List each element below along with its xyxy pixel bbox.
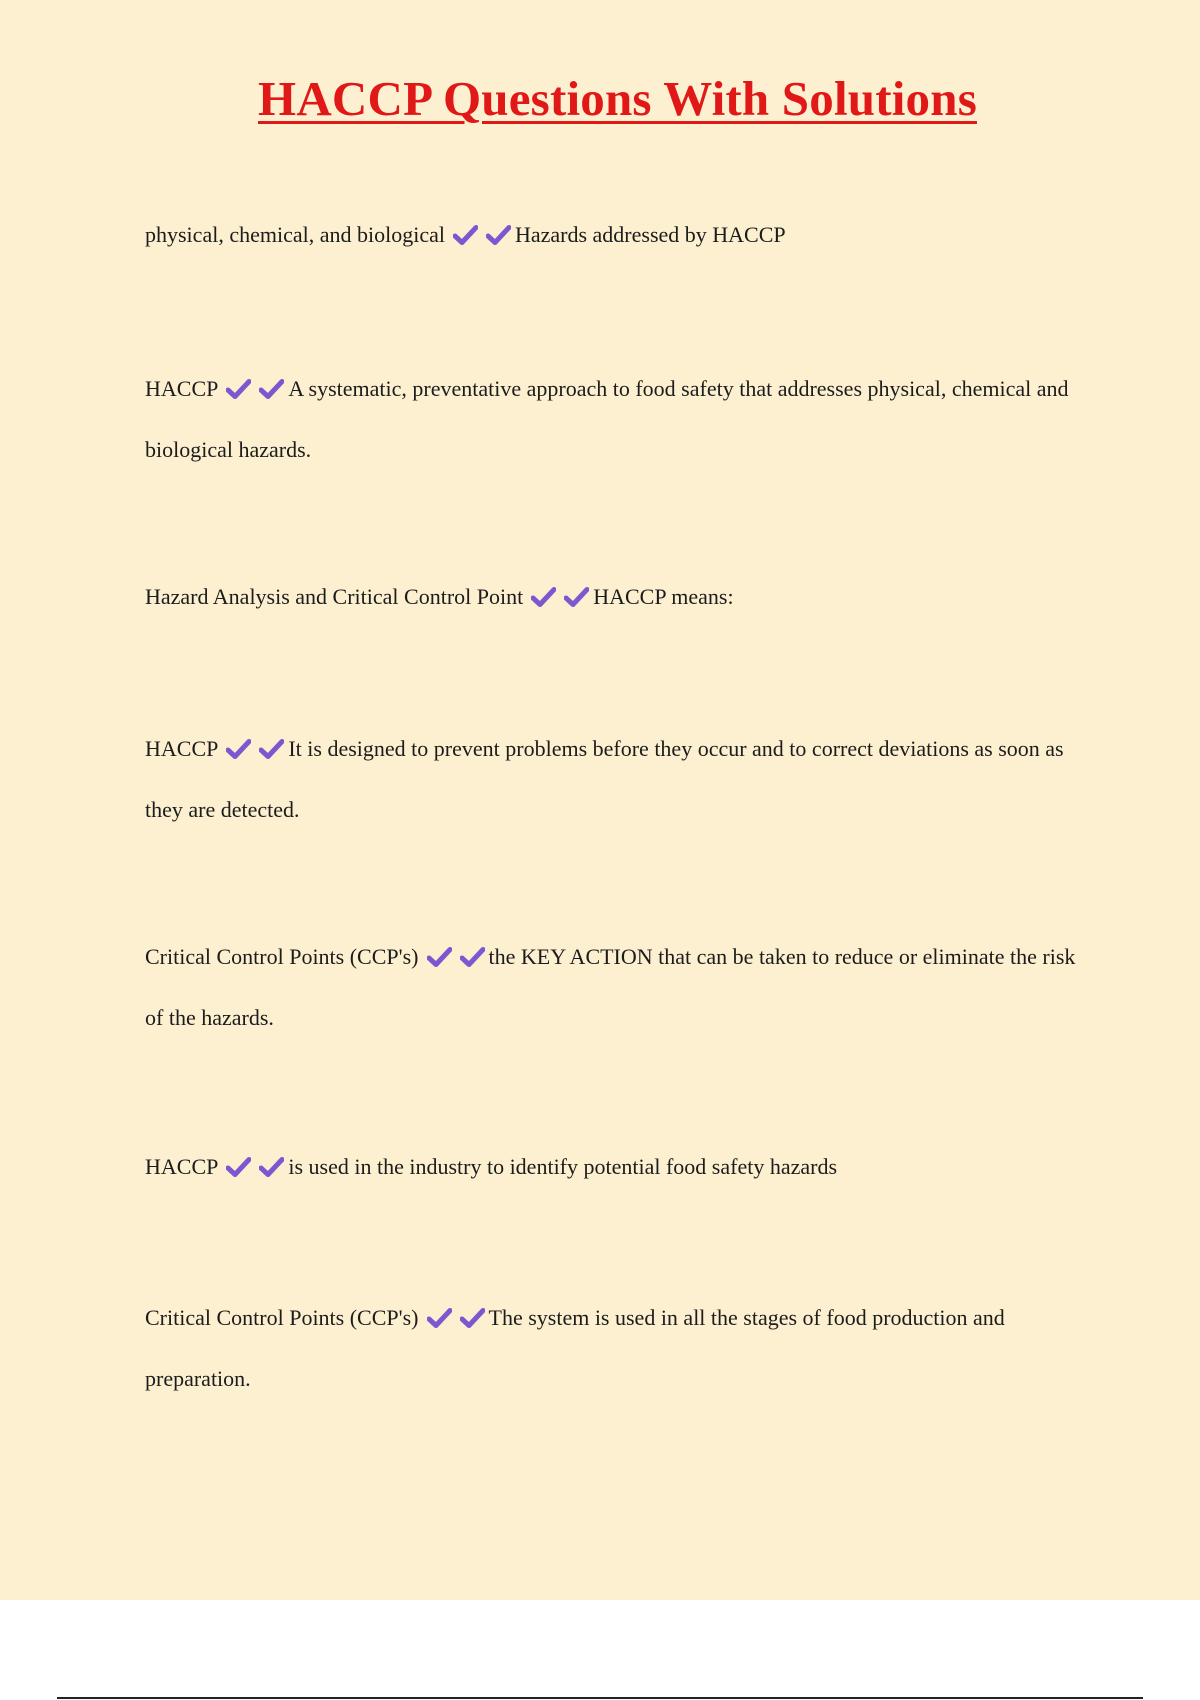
footer-divider — [57, 1697, 1143, 1699]
checkmark-icon — [486, 224, 511, 246]
qa-definition: A systematic, preventative approach to food safety that addresses physical, chemical and biological hazards. — [145, 376, 1069, 462]
qa-term: HACCP — [145, 1154, 219, 1179]
qa-term: physical, chemical, and biological — [145, 222, 445, 247]
checkmark-icon — [427, 1307, 452, 1329]
checkmark-icon — [259, 378, 284, 400]
qa-term: HACCP — [145, 736, 219, 761]
checkmark-icon — [226, 738, 251, 760]
qa-item-3 — [145, 566, 1095, 627]
document-title: HACCP Questions With Solutions — [258, 71, 977, 126]
checkmark-icon — [460, 946, 485, 968]
qa-item-1 — [145, 204, 1095, 265]
checkmark-icon — [453, 224, 478, 246]
qa-item-2 — [145, 358, 1095, 480]
qa-term: Hazard Analysis and Critical Control Point — [145, 584, 524, 609]
checkmark-icon — [226, 1156, 251, 1178]
checkmark-icon — [460, 1307, 485, 1329]
qa-definition: the KEY ACTION that can be taken to reduce or eliminate the risk of the hazards. — [145, 944, 1076, 1030]
qa-term: Critical Control Points (CCP's) — [145, 1305, 419, 1330]
checkmark-icon — [226, 378, 251, 400]
checkmark-icon — [531, 586, 556, 608]
checkmark-icon — [564, 586, 589, 608]
checkmark-icon — [259, 1156, 284, 1178]
qa-item-4 — [145, 718, 1095, 840]
qa-item-5 — [145, 926, 1095, 1048]
checkmark-icon — [259, 738, 284, 760]
qa-definition: Hazards addressed by HACCP — [514, 222, 786, 247]
qa-item-7 — [145, 1287, 1095, 1409]
qa-definition: The system is used in all the stages of food production and preparation. — [145, 1305, 1005, 1391]
qa-definition: It is designed to prevent problems before they occur and to correct deviations as soon as they are detected. — [145, 736, 1064, 822]
qa-term: HACCP — [145, 376, 219, 401]
qa-item-6 — [145, 1136, 1095, 1197]
qa-definition: is used in the industry to identify potential food safety hazards — [288, 1154, 838, 1179]
qa-definition: HACCP means: — [593, 584, 734, 609]
qa-term: Critical Control Points (CCP's) — [145, 944, 419, 969]
checkmark-icon — [427, 946, 452, 968]
